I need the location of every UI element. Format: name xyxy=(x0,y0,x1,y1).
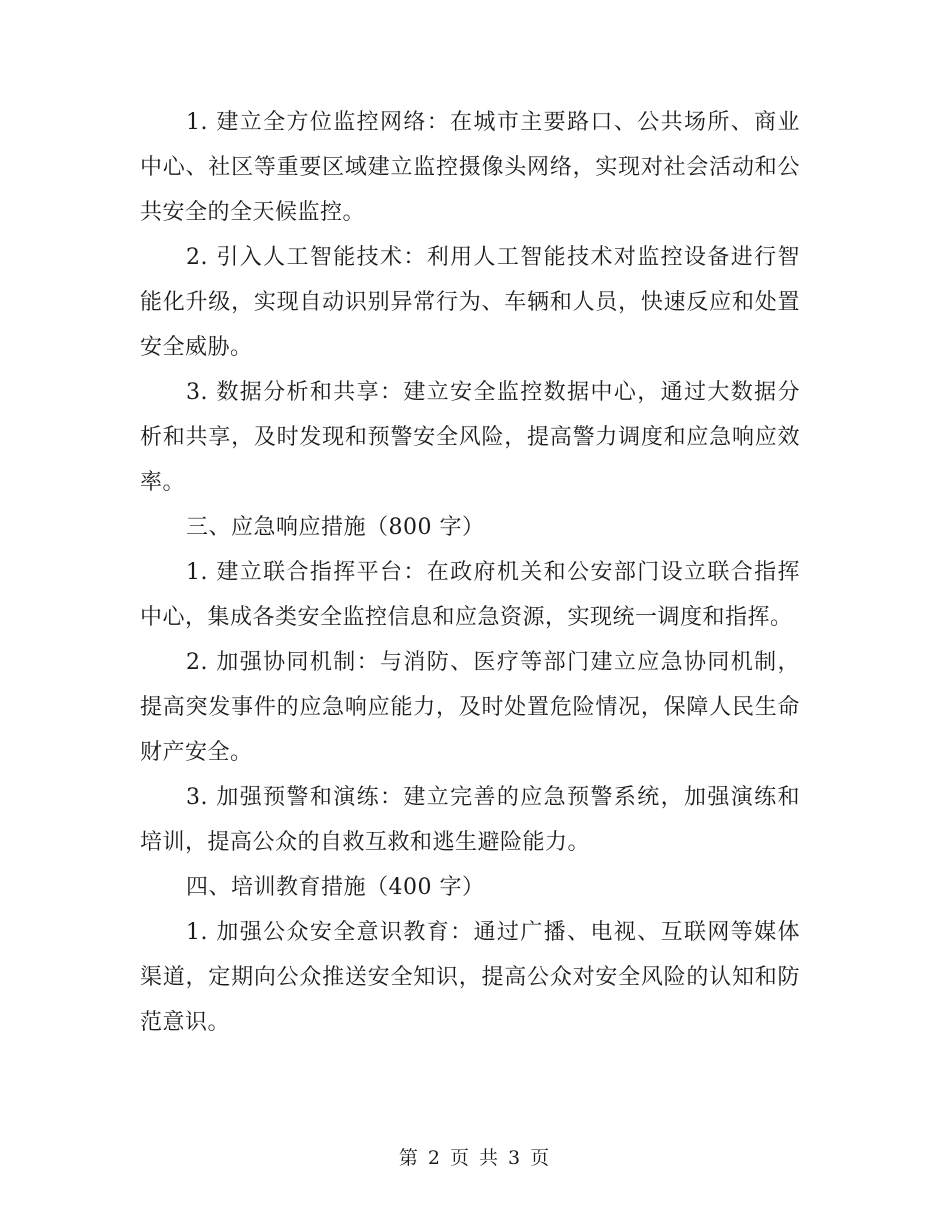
paragraph-warning-drills: 3. 加强预警和演练：建立完善的应急预警系统，加强演练和培训，提高公众的自救互救和逃生避险能力。 xyxy=(140,785,800,855)
paragraph-data-analysis: 3. 数据分析和共享：建立安全监控数据中心，通过大数据分析和共享，及时发现和预警安全风险，提高警力调度和应急响应效率。 xyxy=(140,380,800,495)
section-heading-training-education: 四、培训教育措施（400 字） xyxy=(186,875,485,900)
paragraph-coordination-mechanism: 2. 加强协同机制：与消防、医疗等部门建立应急协同机制，提高突发事件的应急响应能力，及时处置危险情况，保障人民生命财产安全。 xyxy=(140,650,800,765)
paragraph-monitoring-network: 1. 建立全方位监控网络：在城市主要路口、公共场所、商业中心、社区等重要区域建立监控摄像头网络，实现对社会活动和公共安全的全天候监控。 xyxy=(140,110,800,225)
paragraph-public-awareness: 1. 加强公众安全意识教育：通过广播、电视、互联网等媒体渠道，定期向公众推送安全知识，提高公众对安全风险的认知和防范意识。 xyxy=(140,920,800,1035)
paragraph-joint-command: 1. 建立联合指挥平台：在政府机关和公安部门设立联合指挥中心，集成各类安全监控信息和应急资源，实现统一调度和指挥。 xyxy=(140,560,800,630)
paragraph-ai-technology: 2. 引入人工智能技术：利用人工智能技术对监控设备进行智能化升级，实现自动识别异常行为、车辆和人员，快速反应和处置安全威胁。 xyxy=(140,245,800,360)
section-heading-emergency-response: 三、应急响应措施（800 字） xyxy=(186,515,485,540)
document-body xyxy=(140,100,800,1045)
page-number-footer: 第 2 页 共 3 页 xyxy=(398,1147,552,1169)
